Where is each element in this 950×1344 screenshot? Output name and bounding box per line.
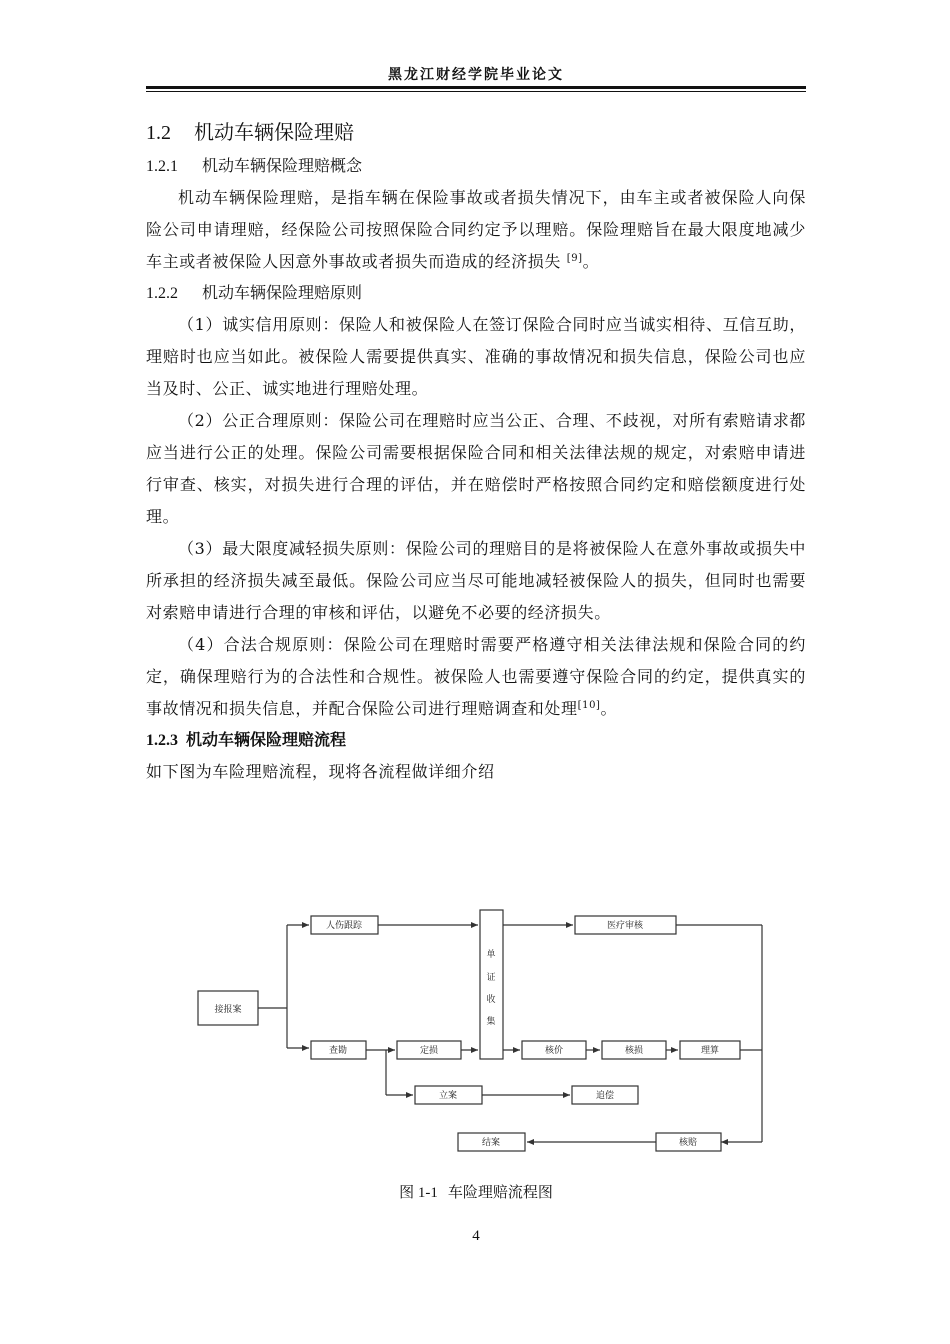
label-price-check: 核价 [544, 1046, 564, 1056]
figure-title: 车险理赔流程图 [447, 1183, 553, 1201]
subsection-title: 机动车辆保险理赔概念 [202, 156, 363, 175]
node-document-collection [480, 910, 503, 1059]
label-loss-check: 核损 [624, 1046, 644, 1056]
paragraph-text: （4）合法合规原则：保险公司在理赔时需要严格遵守相关法律法规和保险合同的约定，确保理赔行为的合法性和合规性。被保险人也需要遵守保险合同的约定，提供真实的事故情况和损失信息，并配合保险公司进行理赔调查和处理 [146, 635, 806, 718]
label-receive-report: 接报案 [214, 1005, 242, 1015]
subsection-number: 1.2.3 [146, 732, 178, 749]
label-case-closing: 结案 [481, 1138, 501, 1148]
subsection-number: 1.2.2 [146, 285, 178, 302]
subsection-title: 机动车辆保险理赔流程 [186, 730, 347, 749]
subsection-heading-1-2-2 [146, 278, 806, 309]
main-content [146, 112, 806, 788]
paragraph-principle-4 [146, 629, 806, 725]
paragraph-principle-1: （1）诚实信用原则：保险人和被保险人在签订保险合同时应当诚实相待、互信互助，理赔时也应当如此。被保险人需要提供真实、准确的事故情况和损失信息，保险公司也应当及时、公正、诚实地进行理赔处理。 [146, 315, 806, 398]
page-number: 4 [472, 1228, 480, 1244]
header-rule-thick [146, 86, 806, 89]
paragraph-end: 。 [600, 699, 618, 718]
subsection-heading-1-2-3 [146, 725, 806, 756]
flowchart-svg [190, 905, 780, 1155]
label-doc-char-4: 集 [486, 1017, 496, 1027]
paragraph-flow-intro: 如下图为车险理赔流程，现将各流程做详细介绍 [146, 762, 495, 781]
paragraph-principle-3: （3）最大限度减轻损失原则：保险公司的理赔目的是将被保险人在意外事故或损失中所承担的经济损失减至最低。保险公司应当尽可能地减轻被保险人的损失，但同时也需要对索赔申请进行合理的审核和评估，以避免不必要的经济损失。 [146, 539, 806, 622]
section-heading-1-2 [146, 116, 806, 149]
label-medical-review: 医疗审核 [606, 921, 644, 931]
flowchart-labels [214, 919, 719, 1148]
section-title: 机动车辆保险理赔 [194, 120, 354, 144]
flowchart-nodes [198, 910, 740, 1151]
running-header: 黑龙江财经学院毕业论文 [388, 67, 564, 83]
label-doc-char-2: 证 [486, 973, 496, 983]
label-recovery: 追偿 [595, 1091, 615, 1101]
figure-number: 图 1-1 [399, 1185, 438, 1201]
label-injury-tracking: 人伤跟踪 [325, 921, 363, 931]
label-loss-fixing: 定损 [419, 1046, 439, 1056]
paragraph-concept [146, 182, 806, 278]
label-claim-approval: 核赔 [678, 1138, 698, 1148]
label-survey: 查勘 [328, 1046, 348, 1056]
citation: [10] [577, 700, 601, 711]
subsection-heading-1-2-1 [146, 151, 806, 182]
label-doc-char-1: 单 [486, 950, 496, 960]
claims-flowchart [190, 905, 780, 1155]
paragraph-text: 机动车辆保险理赔，是指车辆在保险事故或者损失情况下，由车主或者被保险人向保险公司申请理赔，经保险公司按照保险合同约定予以理赔。保险理赔旨在最大限度地减少车主或者被保险人因意外事故或者损失而造成的经济损失 [146, 188, 806, 271]
label-doc-char-3: 收 [486, 995, 496, 1005]
subsection-title: 机动车辆保险理赔原则 [202, 283, 363, 302]
label-adjustment: 理算 [700, 1046, 720, 1056]
figure-caption [146, 1181, 806, 1202]
header-rule-thin [146, 91, 806, 92]
subsection-number: 1.2.1 [146, 158, 178, 175]
citation: [9] [566, 253, 583, 264]
paragraph-end: 。 [582, 252, 600, 271]
section-number: 1.2 [146, 122, 171, 144]
paragraph-principle-2: （2）公正合理原则：保险公司在理赔时应当公正、合理、不歧视，对所有索赔请求都应当进行公正的处理。保险公司需要根据保险合同和相关法律法规的规定，对索赔申请进行审查、核实，对损失进行合理的评估，并在赔偿时严格按照合同约定和赔偿额度进行处理。 [146, 411, 806, 526]
flowchart-edges [258, 925, 762, 1142]
label-case-filing: 立案 [438, 1091, 458, 1101]
